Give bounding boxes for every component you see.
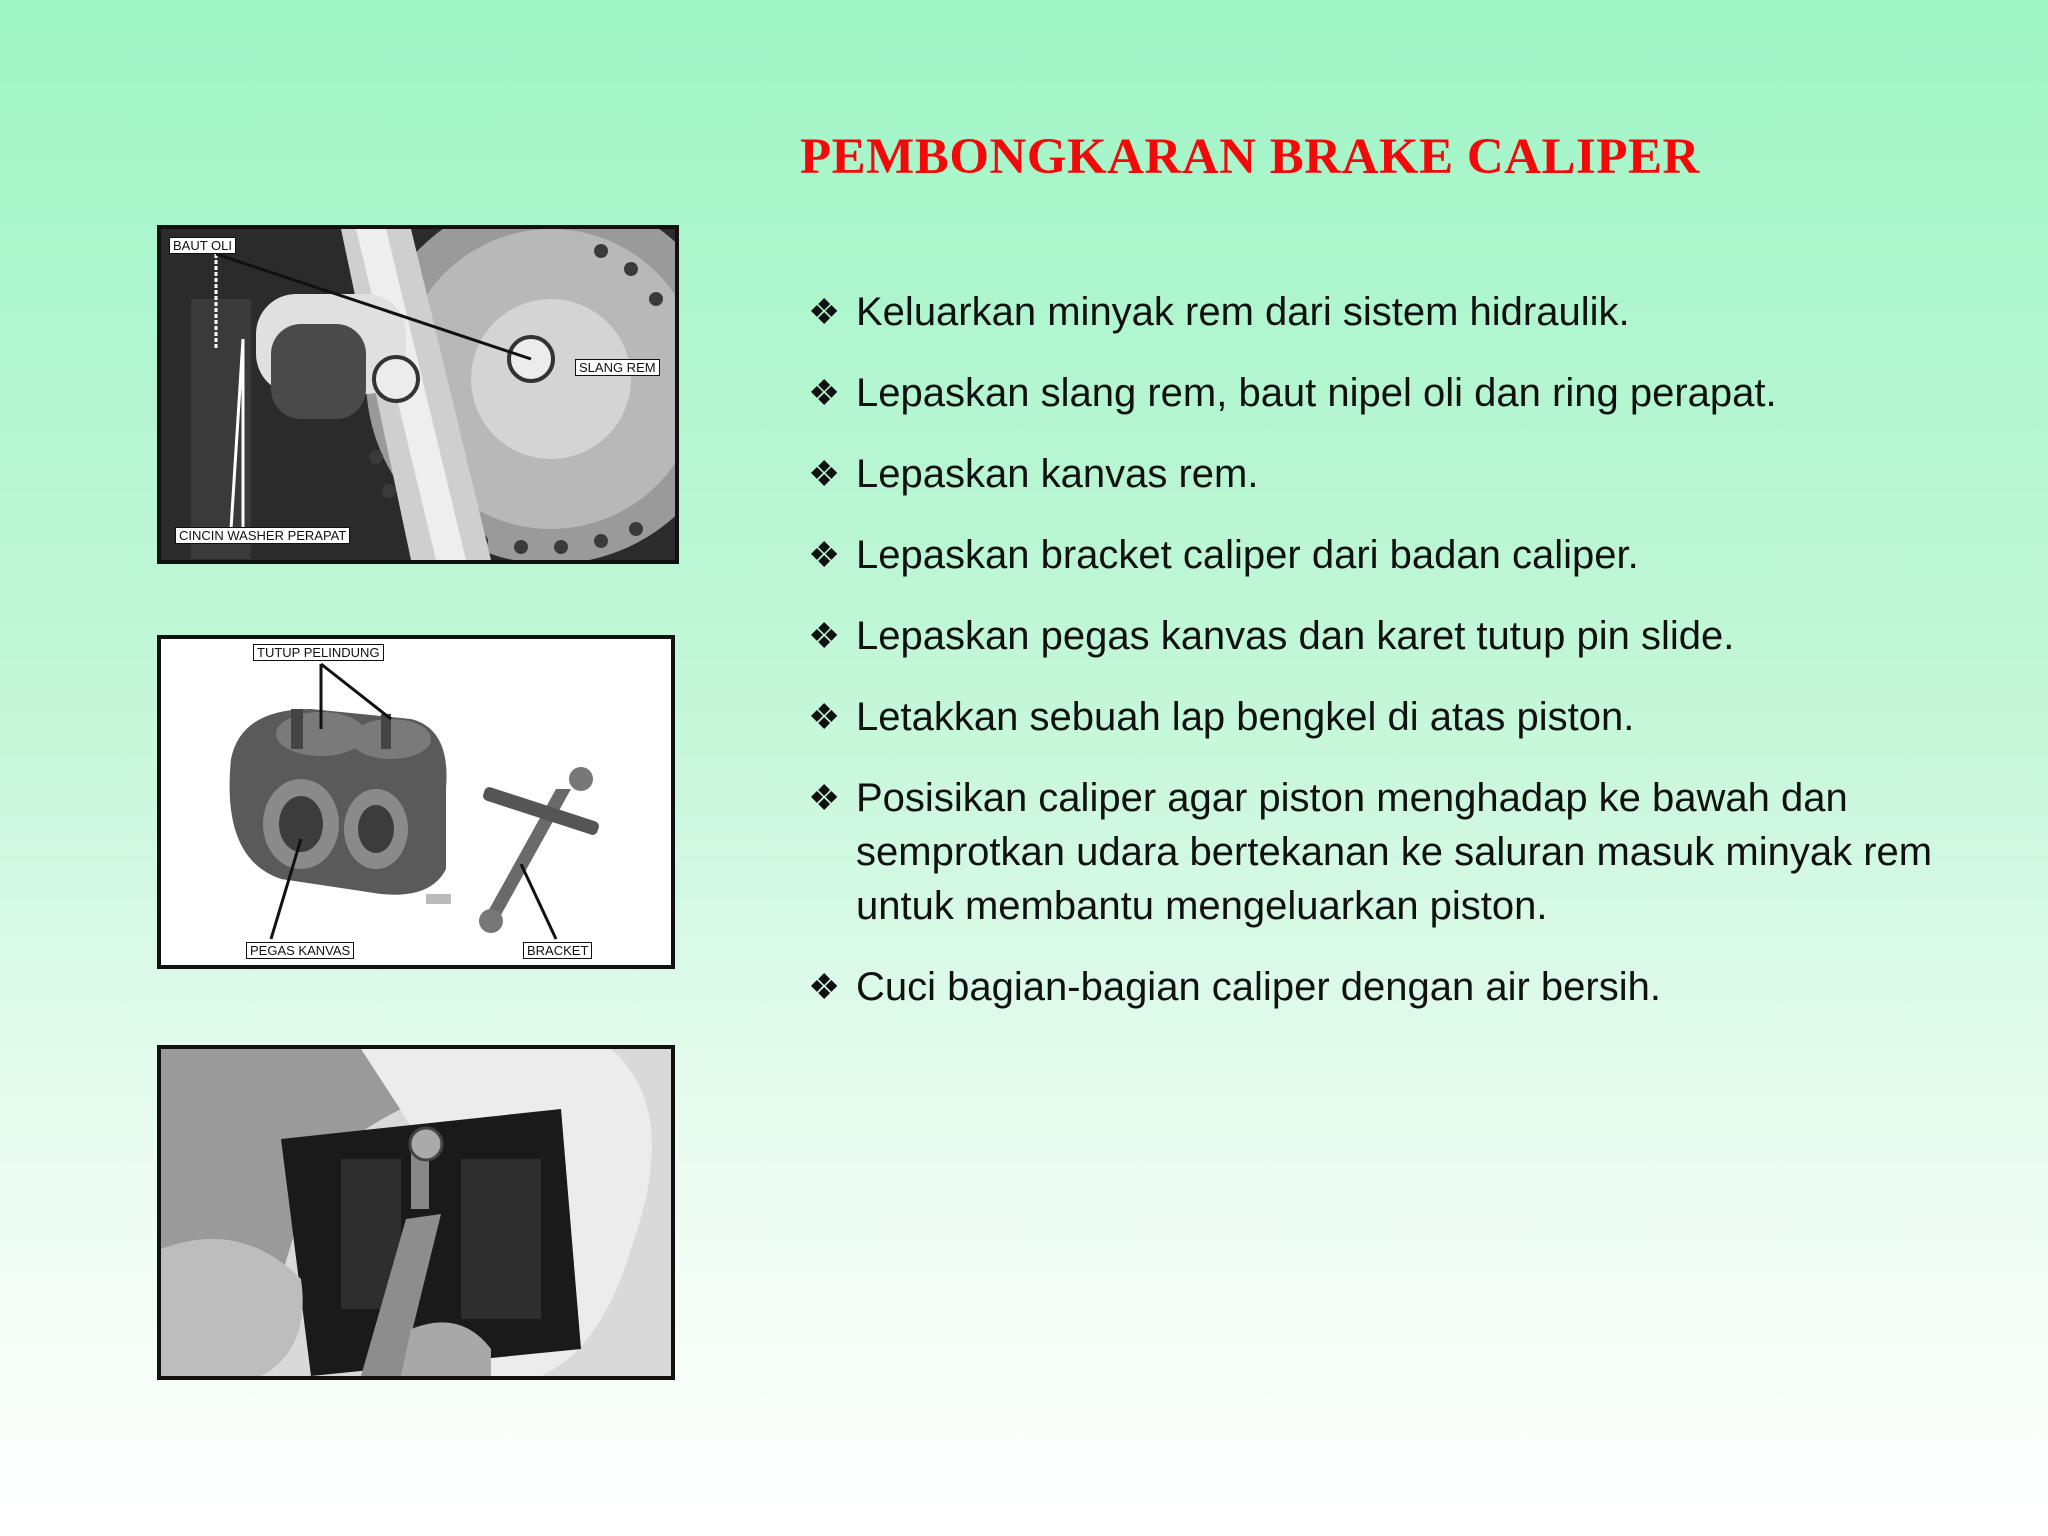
bullet-text: Lepaskan pegas kanvas dan karet tutup pin slide. [856,614,1735,658]
bullet-text: Letakkan sebuah lap bengkel di atas piston. [856,695,1635,739]
diamond-bullet-icon: ❖ [808,966,841,1007]
bullet-text: Cuci bagian-bagian caliper dengan air bersih. [856,965,1661,1009]
baut-oli-label: BAUT OLI [169,237,236,254]
cincin-washer-label: CINCIN WASHER PERAPAT [175,527,350,544]
caliper-bracket-photo [157,635,675,969]
list-item [808,960,2008,1014]
caliper-bracket-illustration [161,639,671,965]
bullet-text: Keluarkan minyak rem dari sistem hidraulik. [856,290,1630,334]
caliper-disc-illustration [161,229,675,560]
piston-removal-photo [157,1045,675,1380]
bullet-text: Posisikan caliper agar piston menghadap ke bawah dan semprotkan udara bertekanan ke saluran masuk minyak rem untuk membantu mengeluarkan piston. [856,776,1955,928]
bullet-text: Lepaskan kanvas rem. [856,452,1259,496]
diamond-bullet-icon: ❖ [808,372,841,413]
diamond-bullet-icon: ❖ [808,453,841,494]
diamond-bullet-icon: ❖ [808,534,841,575]
piston-removal-illustration [161,1049,671,1376]
list-item [808,447,2008,501]
bracket-label: BRACKET [523,942,592,959]
list-item [808,366,2008,420]
list-item [808,285,2008,339]
list-item [808,609,2008,663]
list-item [808,690,2008,744]
caliper-on-disc-photo [157,225,679,564]
list-item [808,528,2008,582]
slide-title: PEMBONGKARAN BRAKE CALIPER [800,129,1700,185]
bullet-text: Lepaskan bracket caliper dari badan caliper. [856,533,1639,577]
bullet-text: Lepaskan slang rem, baut nipel oli dan ring perapat. [856,371,1777,415]
diamond-bullet-icon: ❖ [808,777,841,818]
tutup-pelindung-label: TUTUP PELINDUNG [253,644,384,661]
list-item [808,771,2008,933]
diamond-bullet-icon: ❖ [808,615,841,656]
bullet-list [808,285,2008,1041]
pegas-kanvas-label: PEGAS KANVAS [246,942,354,959]
diamond-bullet-icon: ❖ [808,696,841,737]
slang-rem-label: SLANG REM [575,359,660,376]
diamond-bullet-icon: ❖ [808,291,841,332]
